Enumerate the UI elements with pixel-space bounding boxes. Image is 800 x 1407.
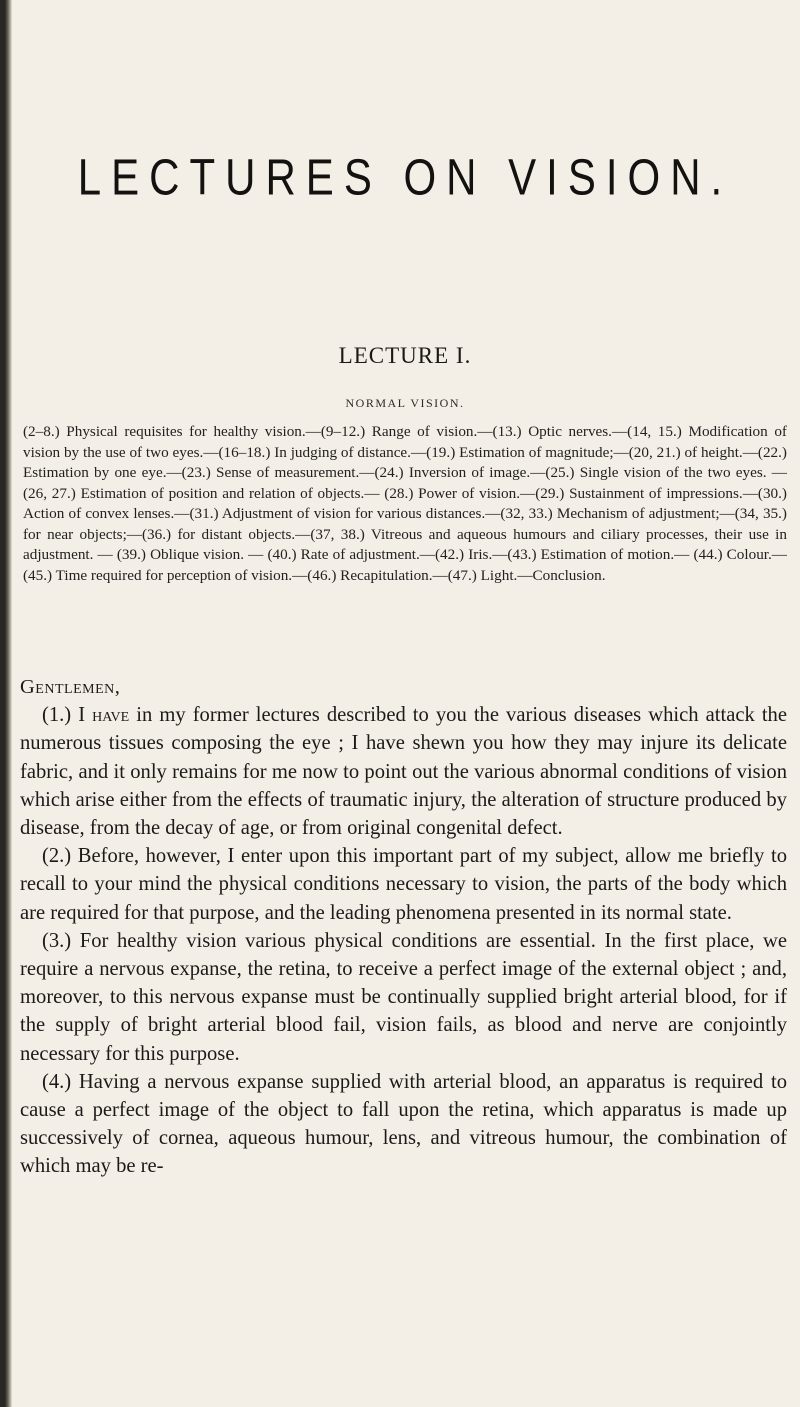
paragraph-2: (2.) Before, however, I enter upon this important part of my subject, allow me briefly to recall to your mind the physical conditions necessary to vision, the parts of the body which are required for that purpose, and the leading phenomena presented in its normal state. <box>20 845 787 924</box>
paragraph-3: (3.) For healthy vision various physical conditions are essential. In the first place, we require a nervous expanse, the retina, to receive a perfect image of the external object ; and, moreover, to this nervous expanse must be continually supplied bright arterial blood, for if the supply of bright arterial blood fail, vision fails, as blood and nerve are conjointly necessary for this purpose. <box>20 929 787 1065</box>
paragraph-4: (4.) Having a nervous expanse supplied with arterial blood, an apparatus is required to cause a perfect image of the object to fall upon the retina, which apparatus is made up successively of cornea, aqueous humour, lens, and vitreous humour, the combination of which may be re- <box>20 1070 787 1178</box>
lecture-body <box>20 673 787 1181</box>
paragraph-1-smallcaps: have <box>92 704 130 727</box>
salutation: Gentlemen, <box>20 676 121 698</box>
lecture-subheading: NORMAL VISION. <box>345 396 465 410</box>
lecture-heading: LECTURE I. <box>338 343 472 368</box>
book-page <box>20 0 790 1407</box>
paragraph-1-rest: in my former lectures described to you the various diseases which attack the numerous tissues composing the eye ; I have shewn you how they may injure its delicate fabric, and it only remains for me now to point out the various abnormal conditions of vision which arise either from the effects of traumatic injury, the alteration of structure produced by disease, from the decay of age, or from original congenital defect. <box>20 704 787 840</box>
paragraph-1 <box>20 701 787 842</box>
book-binding-gutter <box>0 0 12 1407</box>
lecture-synopsis: (2–8.) Physical requisites for healthy vision.—(9–12.) Range of vision.—(13.) Optic nerves.—(14, 15.) Modification of vision by the use of two eyes.—(16–18.) In judging of distance.—(19.) Estimation of magnitude;—(20, 21.) of height.—(22.) Estimation by one eye.—(23.) Sense of measurement.—(24.) Inversion of image.—(25.) Single vision of the two eyes. — (26, 27.) Estimation of position and relation of objects.— (28.) Power of vision.—(29.) Sustainment of impressions.—(30.) Action of convex lenses.—(31.) Adjustment of vision for various distances.—(32, 33.) Mechanism of adjustment;—(34, 35.) for near objects;—(36.) for distant objects.—(37, 38.) Vitreous and aqueous humours and ciliary processes, their use in adjustment. — (39.) Oblique vision. — (40.) Rate of adjustment.—(42.) Iris.—(43.) Estimation of motion.— (44.) Colour.—(45.) Time required for perception of vision.—(46.) Recapitulation.—(47.) Light.—Conclusion. <box>23 423 787 584</box>
paragraph-1-lead: (1.) I <box>42 704 93 727</box>
book-title: LECTURES ON VISION. <box>77 148 733 206</box>
